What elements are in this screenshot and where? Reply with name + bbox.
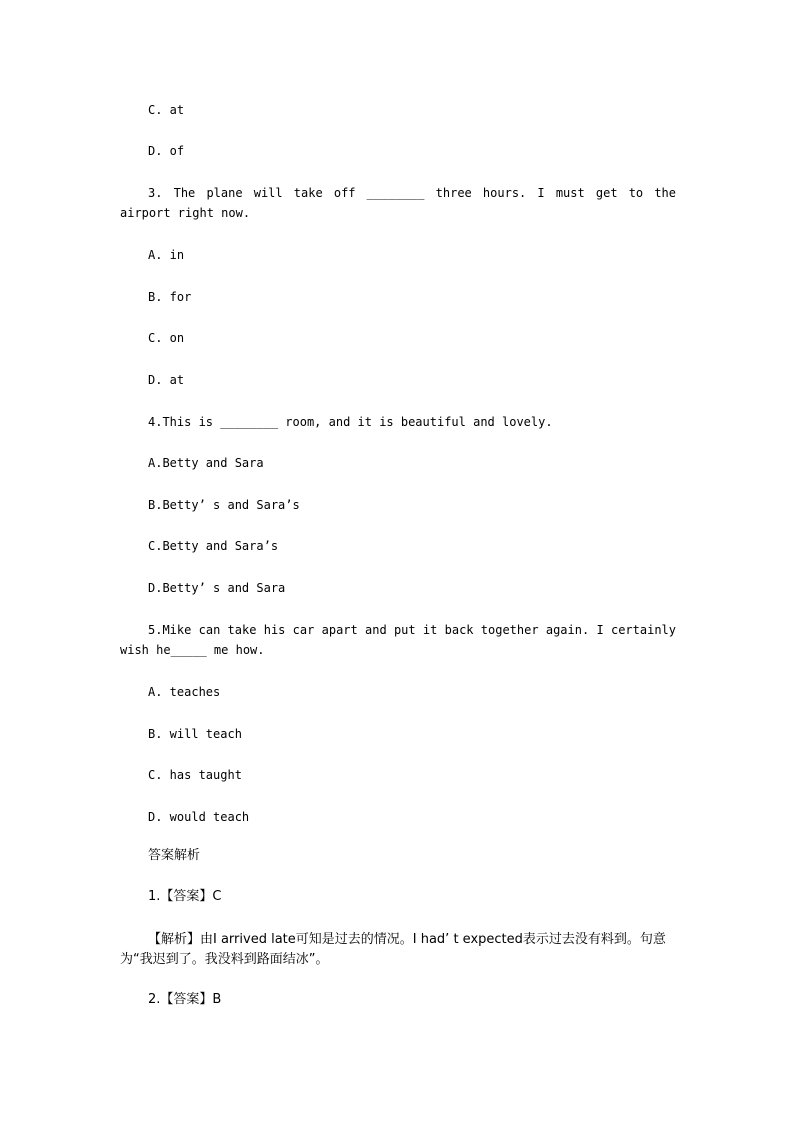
q3-option-c: C. on: [148, 331, 185, 345]
q2-option-d: D. of: [148, 144, 185, 158]
q4-option-d: D.Betty’ s and Sara: [148, 581, 286, 595]
answer-1-analysis: 【解析】由I arrived late可知是过去的情况。I had’ t expected表示过去没有料到。句意为“我迟到了。我没料到路面结冰”。: [120, 932, 666, 967]
q5-option-d: D. would teach: [148, 810, 250, 824]
q4-option-b: B.Betty’ s and Sara’s: [148, 498, 300, 512]
q2-option-c: C. at: [148, 103, 185, 117]
answer-2: 2.【答案】B: [148, 992, 222, 1007]
q5-option-c: C. has taught: [148, 768, 242, 782]
q3-stem: 3. The plane will take off ________ three hours. I must get to the airport right now.: [120, 186, 676, 220]
q3-option-a: A. in: [148, 248, 185, 262]
q3-option-d: D. at: [148, 373, 185, 387]
q5-option-a: A. teaches: [148, 685, 221, 699]
answer-1: 1.【答案】C: [148, 889, 222, 904]
answers-heading: 答案解析: [148, 848, 201, 863]
q3-option-b: B. for: [148, 290, 192, 304]
q5-stem: 5.Mike can take his car apart and put it back together again. I certainly wish he_____ me how.: [120, 623, 676, 657]
q5-option-b: B. will teach: [148, 727, 242, 741]
q4-option-a: A.Betty and Sara: [148, 456, 264, 470]
q4-option-c: C.Betty and Sara’s: [148, 539, 279, 553]
q4-stem: 4.This is ________ room, and it is beautiful and lovely.: [148, 415, 553, 429]
